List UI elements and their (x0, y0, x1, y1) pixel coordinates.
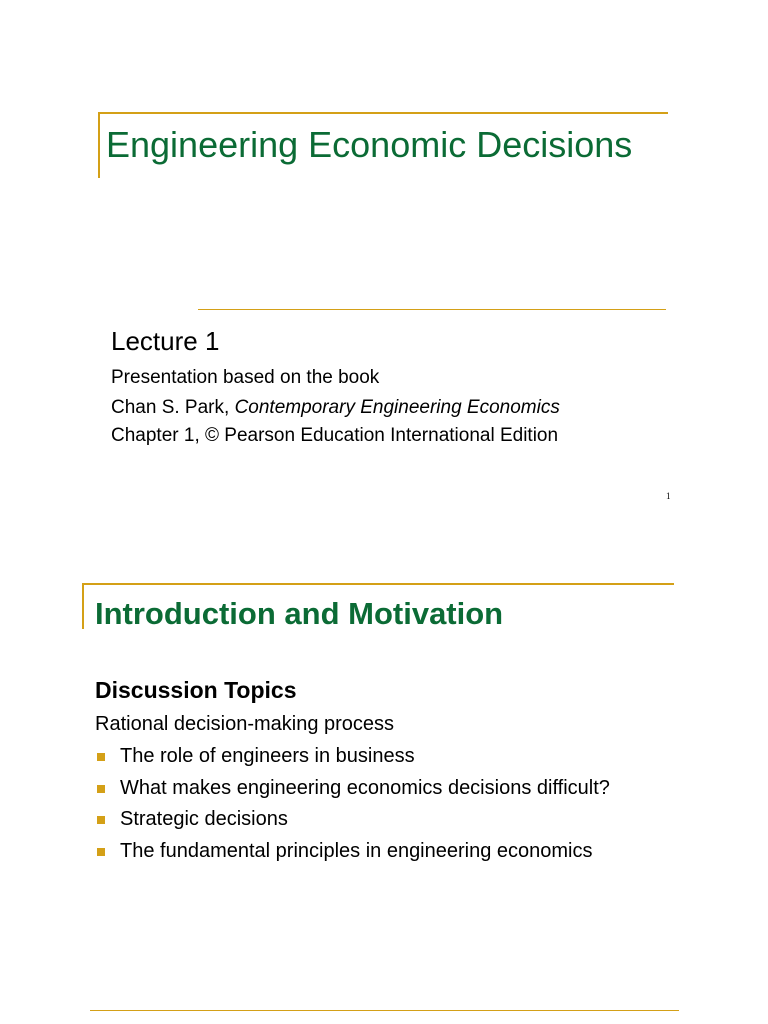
square-bullet-icon (97, 753, 105, 761)
list-item (95, 744, 610, 776)
intro-line: Rational decision-making process (95, 713, 395, 735)
square-bullet-icon (97, 816, 105, 824)
list-item (95, 839, 610, 871)
topic-list (95, 744, 610, 870)
footer-rule (90, 1010, 679, 1011)
slide-2-title: Introduction and Motivation (95, 596, 504, 631)
title-top-rule (98, 112, 668, 114)
book-title: Contemporary Engineering Economics (234, 397, 560, 418)
list-item-text: The role of engineers in business (120, 745, 415, 767)
subtitle-divider (198, 309, 666, 310)
list-item (95, 807, 610, 839)
list-item-text: Strategic decisions (120, 808, 288, 831)
book-intro-line: Presentation based on the book (111, 367, 380, 388)
list-item (95, 776, 610, 808)
title-left-rule (98, 112, 100, 178)
title-left-rule (82, 583, 84, 629)
author-line (111, 397, 560, 419)
chapter-line: Chapter 1, © Pearson Education International Edition (111, 425, 559, 446)
slide-1-title: Engineering Economic Decisions (106, 124, 633, 165)
list-item-text: What makes engineering economics decisions difficult? (120, 776, 610, 799)
author-name: Chan S. Park, (111, 397, 235, 418)
title-top-rule (82, 583, 674, 585)
square-bullet-icon (97, 785, 105, 793)
square-bullet-icon (97, 848, 105, 856)
lecture-label: Lecture 1 (111, 326, 220, 356)
slide-2 (0, 540, 768, 1024)
list-item-text: The fundamental principles in engineering economics (120, 839, 593, 862)
page-number: 1 (666, 491, 671, 501)
discussion-topics-heading: Discussion Topics (95, 677, 297, 703)
